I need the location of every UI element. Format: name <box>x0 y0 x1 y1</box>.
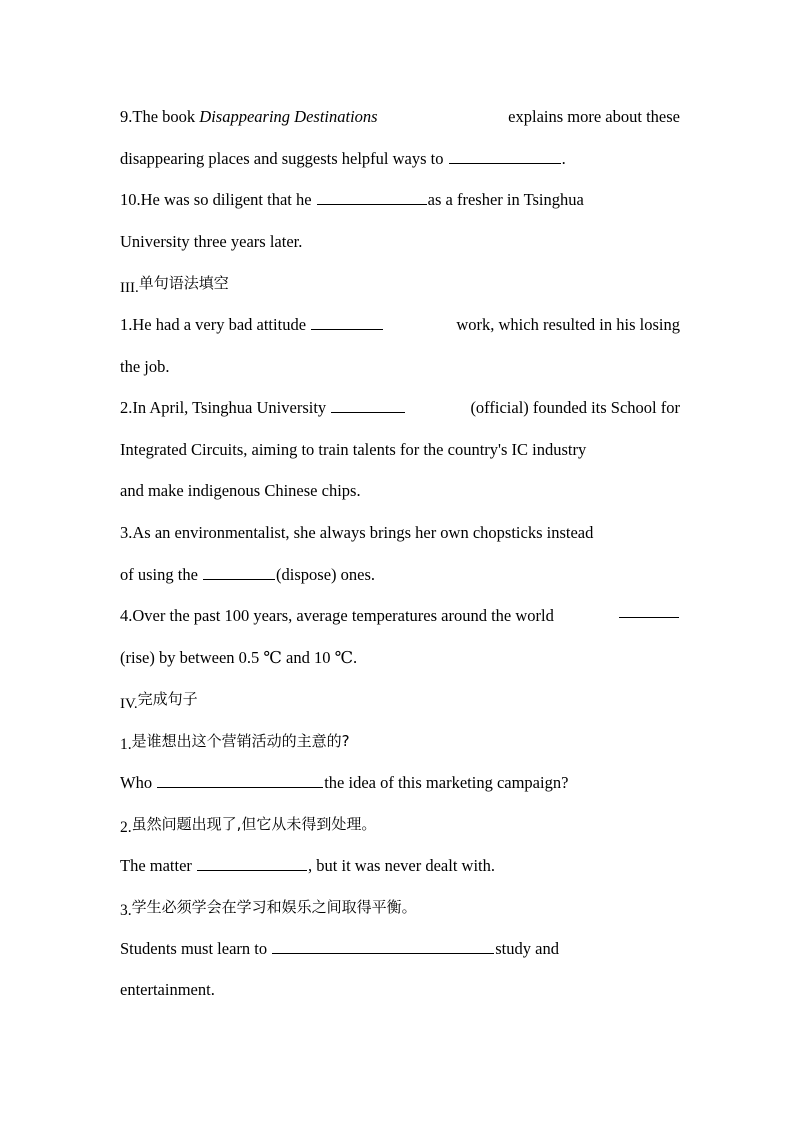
question-text: as a fresher in Tsinghua <box>427 190 584 210</box>
section-heading <box>120 682 680 724</box>
exercise-line <box>120 142 680 184</box>
answer-blank[interactable] <box>449 145 561 164</box>
exercise-line <box>120 973 680 1015</box>
question-text: . <box>561 148 566 168</box>
chinese-prompt: 虽然问题出现了,但它从未得到处理。 <box>131 815 377 834</box>
question-text: disappearing places and suggests helpful ways to <box>120 148 448 168</box>
exercise-line <box>120 807 680 849</box>
question-text: the idea of this marketing campaign? <box>324 772 569 792</box>
question-text: The matter <box>120 855 197 875</box>
section-numeral: IV. <box>120 696 138 713</box>
section-numeral: III. <box>120 280 139 297</box>
question-text: (rise) by between 0.5 ℃ and 10 ℃. <box>120 647 358 667</box>
exercise-line <box>120 724 680 766</box>
question-text: and make indigenous Chinese chips. <box>120 481 361 501</box>
book-title: Disappearing Destinations <box>199 107 378 126</box>
exercise-line <box>120 890 680 932</box>
exercise-line <box>120 766 680 808</box>
exercise-line <box>120 849 680 891</box>
answer-blank[interactable] <box>331 394 405 413</box>
answer-blank[interactable] <box>311 311 383 330</box>
question-text: , but it was never dealt with. <box>308 855 496 875</box>
section-heading <box>120 266 680 308</box>
question-text: 10.He was so diligent that he <box>120 190 316 210</box>
exercise-line <box>120 100 680 142</box>
question-text: Integrated Circuits, aiming to train talents for the country's IC industry <box>120 439 587 459</box>
worksheet-page <box>120 100 680 1015</box>
exercise-line <box>120 391 680 433</box>
question-text: study and <box>495 938 559 958</box>
question-text: University three years later. <box>120 231 303 251</box>
exercise-line <box>120 516 680 558</box>
chinese-prompt: 是谁想出这个营销活动的主意的? <box>131 731 350 750</box>
question-number: 9. <box>120 107 133 126</box>
exercise-line <box>120 308 680 350</box>
question-text: (official) founded its School for <box>470 398 680 418</box>
exercise-line <box>120 558 680 600</box>
question-text: of using the <box>120 564 203 584</box>
question-text: 3.As an environmentalist, she always brings her own chopsticks instead <box>120 522 594 542</box>
exercise-line <box>120 433 680 475</box>
question-text: work, which resulted in his losing <box>456 314 680 334</box>
exercise-line <box>120 350 680 392</box>
question-text: 1.He had a very bad attitude <box>120 314 311 334</box>
exercise-line <box>120 932 680 974</box>
question-text: Students must learn to <box>120 938 272 958</box>
chinese-prompt: 学生必须学会在学习和娱乐之间取得平衡。 <box>131 898 417 917</box>
answer-blank[interactable] <box>157 769 323 788</box>
answer-blank[interactable] <box>197 852 307 871</box>
question-text: entertainment. <box>120 980 215 1000</box>
section-title: 单句语法填空 <box>138 274 229 293</box>
exercise-line <box>120 474 680 516</box>
question-text: the job. <box>120 356 170 376</box>
exercise-line <box>120 641 680 683</box>
exercise-line <box>120 225 680 267</box>
answer-blank[interactable] <box>619 599 679 618</box>
question-text: 2.In April, Tsinghua University <box>120 398 331 418</box>
section-title: 完成句子 <box>137 690 198 709</box>
answer-blank[interactable] <box>272 935 494 954</box>
answer-blank[interactable] <box>203 561 275 580</box>
question-number: 2. <box>120 819 132 837</box>
answer-blank[interactable] <box>317 186 427 205</box>
question-text: Who <box>120 772 157 792</box>
question-text: (dispose) ones. <box>276 564 376 584</box>
question-number: 1. <box>120 735 132 753</box>
question-text: 4.Over the past 100 years, average temperatures around the world <box>120 606 554 626</box>
exercise-line <box>120 599 680 641</box>
question-text: The book <box>132 107 200 126</box>
question-text: explains more about these <box>508 107 680 126</box>
question-number: 3. <box>120 902 132 920</box>
exercise-line <box>120 183 680 225</box>
